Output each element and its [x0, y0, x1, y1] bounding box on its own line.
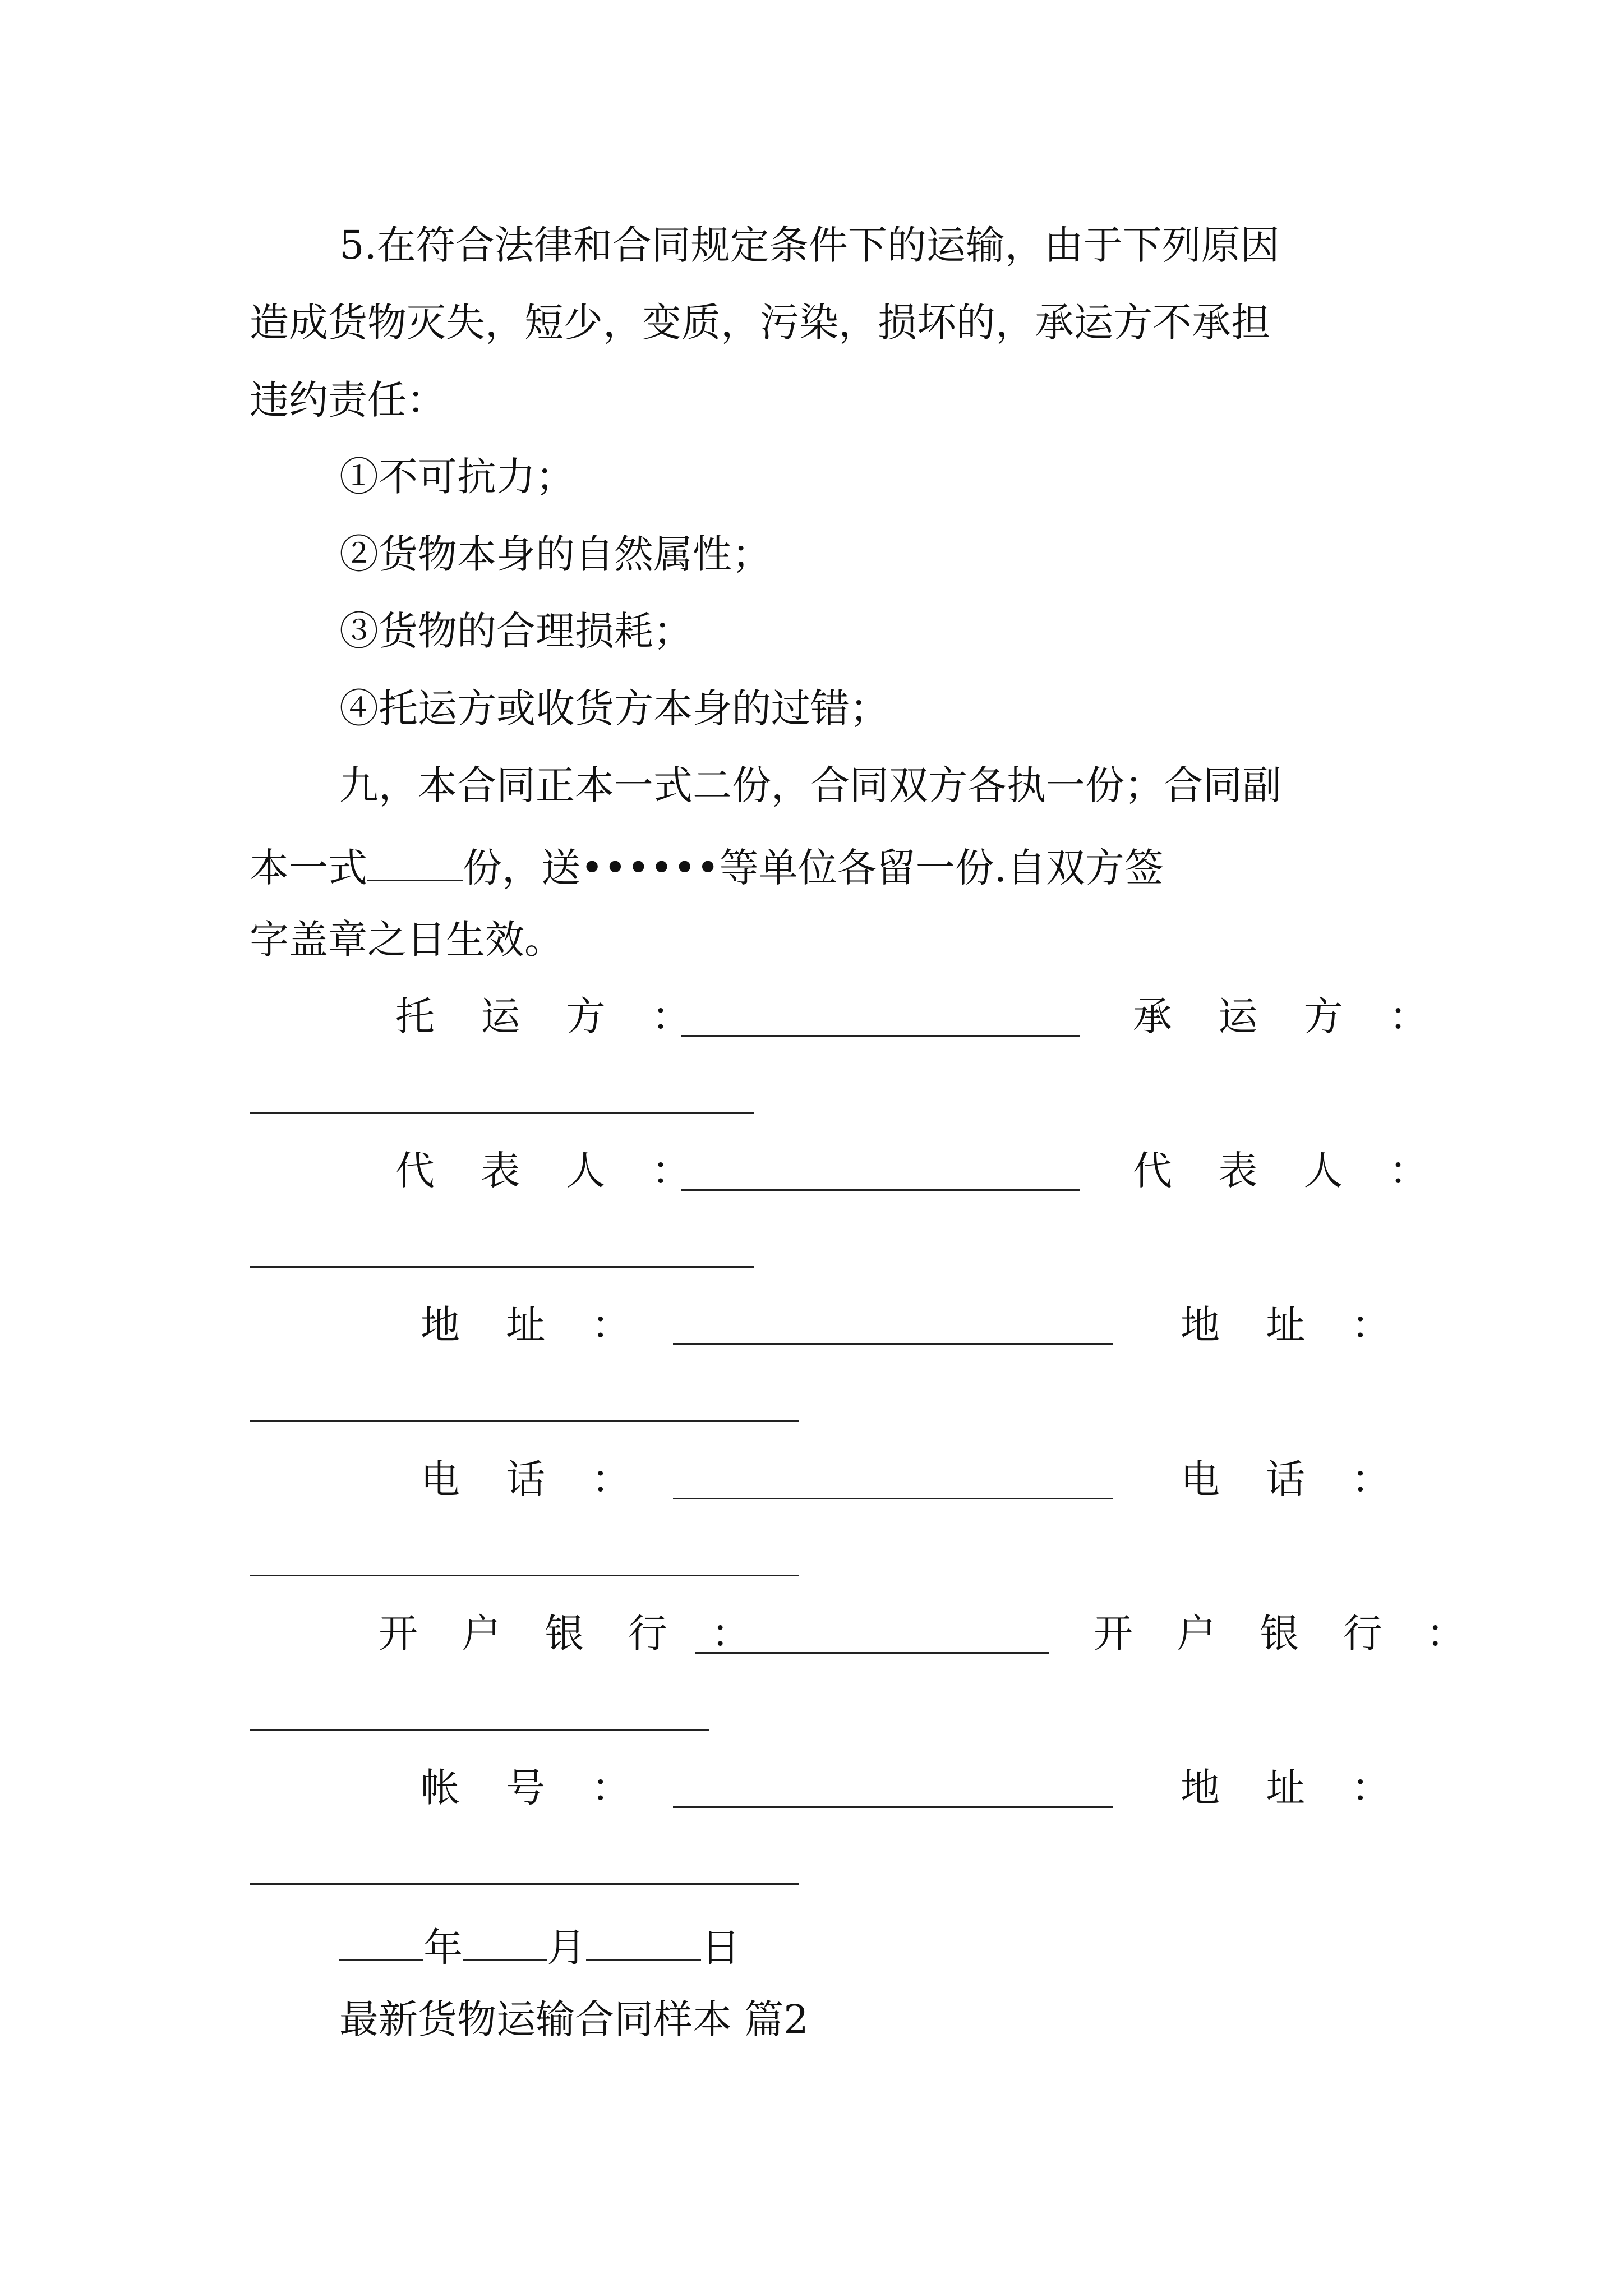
carrier-address-blank[interactable] [250, 1420, 799, 1422]
clause-text: 份，送••••••等单位各留一份.自双方签 [463, 845, 1164, 891]
shipper-bank-label: 开 户 银 行 ： [379, 1611, 767, 1657]
shipper-representative-blank[interactable] [681, 1189, 1080, 1191]
carrier-address-label-2: 地 址 ： [1181, 1765, 1408, 1811]
carrier-label: 承 运 方 ： [1133, 993, 1445, 1039]
day-label: 日 [701, 1925, 740, 1971]
shipper-phone-blank[interactable] [673, 1498, 1113, 1499]
clause-text: 本一式 [250, 845, 367, 891]
shipper-bank-blank[interactable] [695, 1652, 1049, 1654]
exemption-item: ①不可抗力； [339, 454, 575, 500]
shipper-label: 托 运 方 ： [395, 993, 708, 1039]
carrier-representative-label: 代 表 人 ： [1133, 1148, 1445, 1194]
carrier-bank-blank[interactable] [250, 1729, 709, 1731]
date-line [339, 1922, 740, 1971]
year-label: 年 [423, 1925, 463, 1971]
section-title: 最新货物运输合同样本 篇2 [339, 1996, 809, 2042]
shipper-address-blank[interactable] [673, 1343, 1113, 1345]
month-label: 月 [547, 1925, 586, 1971]
carrier-phone-blank[interactable] [250, 1575, 799, 1576]
shipper-representative-label: 代 表 人 ： [395, 1148, 708, 1194]
carrier-representative-blank[interactable] [250, 1266, 754, 1268]
carrier-address-label: 地 址 ： [1181, 1302, 1408, 1348]
shipper-phone-label: 电 话 ： [421, 1456, 648, 1502]
exemption-item: ③货物的合理损耗； [339, 608, 693, 654]
month-blank[interactable] [463, 1922, 547, 1961]
year-blank[interactable] [339, 1922, 423, 1961]
paragraph-line: 造成货物灭失，短少，变质，污染，损坏的，承运方不承担 [250, 300, 1270, 346]
clause-line: 九，本合同正本一式二份，合同双方各执一份；合同副 [339, 762, 1281, 808]
paragraph-line: 违约责任： [250, 377, 446, 423]
shipper-blank[interactable] [681, 1035, 1080, 1037]
carrier-bank-label: 开 户 银 行 ： [1094, 1611, 1482, 1657]
shipper-address-label: 地 址 ： [421, 1302, 648, 1348]
exemption-item: ②货物本身的自然属性； [339, 531, 771, 577]
clause-line: 字盖章之日生效。 [250, 917, 564, 963]
clause-line [250, 843, 1164, 891]
exemption-item: ④托运方或收货方本身的过错； [339, 685, 889, 731]
carrier-blank[interactable] [250, 1112, 754, 1114]
carrier-phone-label: 电 话 ： [1181, 1456, 1408, 1502]
copies-blank[interactable] [367, 843, 463, 881]
paragraph-line: 5.在符合法律和合同规定条件下的运输，由于下列原因 [339, 222, 1280, 268]
carrier-address-blank-2[interactable] [250, 1883, 799, 1885]
day-blank[interactable] [586, 1922, 701, 1961]
shipper-account-blank[interactable] [673, 1806, 1113, 1808]
shipper-account-label: 帐 号 ： [421, 1765, 648, 1811]
